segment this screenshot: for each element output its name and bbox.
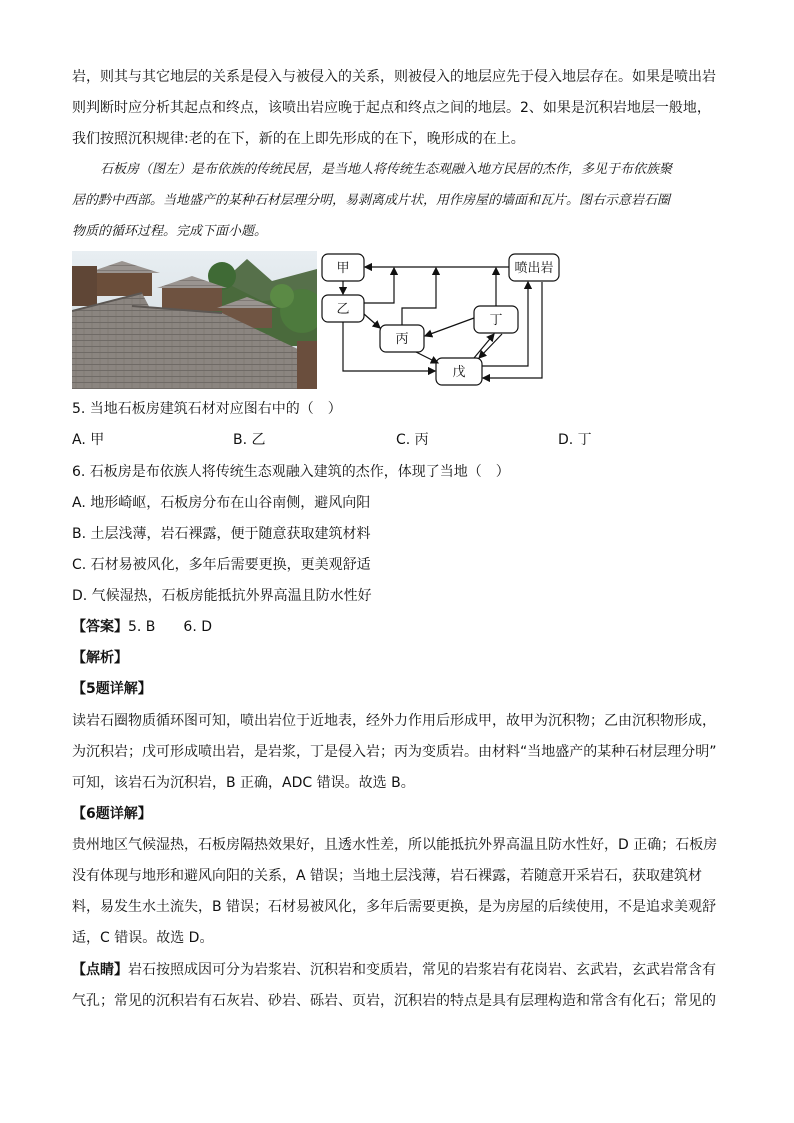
- detail5-line-2: 为沉积岩；戊可形成喷出岩，是岩浆，丁是侵入岩；丙为变质岩。由材料“当地盛产的某种石材层理分明”: [72, 744, 717, 760]
- q6-stem: 6. 石板房是布依族人将传统生态观融入建筑的杰作，体现了当地（ ）: [72, 464, 510, 480]
- node-wu-label: 戊: [452, 365, 466, 380]
- node-yi-label: 乙: [336, 302, 350, 317]
- arrow-yi-wu: [343, 322, 435, 371]
- q6-option-d: D. 气候湿热，石板房能抵抗外界高温且防水性好: [72, 588, 372, 604]
- detail5-line-3: 可知，该岩石为沉积岩，B 正确，ADC 错误。故选 B。: [72, 775, 415, 791]
- node-ding-label: 丁: [489, 313, 503, 328]
- node-bing-label: 丙: [395, 332, 409, 347]
- q5-option-d: D. 丁: [558, 432, 592, 448]
- material-line-1: 石板房（图左）是布依族的传统民居，是当地人将传统生态观融入地方民居的杰作，多见于布依族聚: [100, 162, 673, 177]
- detail6-line-3: 料，易发生水土流失，B 错误；石材易被风化，多年后需要更换，是为房屋的后续使用，不是追求美观舒: [72, 899, 717, 915]
- q6-option-b: B. 土层浅薄，岩石裸露，便于随意获取建筑材料: [72, 526, 371, 542]
- stone-house-photo: [72, 251, 317, 389]
- dianjing-tag: 【点睛】: [72, 962, 128, 978]
- detail6-line-1: 贵州地区气候湿热，石板房隔热效果好，且透水性差，所以能抵抗外界高温且防水性好，D 正确；石板房: [72, 837, 718, 853]
- intro-line-3: 我们按照沉积规律:老的在下，新的在上即先形成的在下，晚形成的在上。: [72, 131, 525, 147]
- q6-option-a: A. 地形崎岖，石板房分布在山谷南侧，避风向阳: [72, 495, 371, 511]
- intro-line-2: 则判断时应分析其起点和终点，该喷出岩应晚于起点和终点之间的地层。2、如果是沉积岩地层一般地，: [72, 100, 711, 116]
- detail6-line-2: 没有体现与地形和避风向阳的关系，A 错误；当地土层浅薄，岩石裸露，若随意开采岩石，获取建筑材: [72, 868, 703, 884]
- intro-line-1: 岩，则其与其它地层的关系是侵入与被侵入的关系，则被侵入的地层应先于侵入地层存在。如果是喷出岩: [72, 69, 716, 85]
- answer-tag: 【答案】: [72, 619, 128, 635]
- q6-option-c: C. 石材易被风化，多年后需要更换，更美观舒适: [72, 557, 371, 573]
- answer-row: [72, 617, 212, 637]
- dianjing-line-1: 岩石按照成因可分为岩浆岩、沉积岩和变质岩，常见的岩浆岩有花岗岩、玄武岩，玄武岩常含有: [128, 962, 716, 978]
- arrow-yi-bing: [364, 314, 380, 328]
- detail5-tag: 【5题详解】: [72, 681, 152, 697]
- q5-option-b: B. 乙: [233, 432, 266, 448]
- answer-text: 5. B 6. D: [128, 619, 212, 635]
- arrow-bing-wu: [416, 352, 438, 363]
- arrow-yi-up: [364, 268, 394, 303]
- analysis-tag: 【解析】: [72, 650, 128, 666]
- q5-option-a: A. 甲: [72, 432, 105, 448]
- arrow-bing-up: [402, 268, 436, 325]
- dianjing-line-2: 气孔；常见的沉积岩有石灰岩、砂岩、砾岩、页岩，沉积岩的特点是具有层理构造和常含有化石；常见的: [72, 993, 716, 1009]
- material-line-3: 物质的循环过程。完成下面小题。: [72, 224, 268, 239]
- material-line-2: 居的黔中西部。当地盛产的某种石材层理分明，易剥离成片状，用作房屋的墙面和瓦片。图右示意岩石圈: [72, 193, 671, 208]
- detail6-line-4: 适，C 错误。故选 D。: [72, 930, 214, 946]
- detail5-line-1: 读岩石圈物质循环图可知，喷出岩位于近地表，经外力作用后形成甲，故甲为沉积物；乙由沉积物形成，: [72, 713, 716, 729]
- detail6-tag: 【6题详解】: [72, 806, 152, 822]
- node-penchu-label: 喷出岩: [514, 261, 554, 276]
- arrow-penchu-wu: [483, 282, 542, 378]
- q5-stem: 5. 当地石板房建筑石材对应图右中的（ ）: [72, 401, 342, 417]
- rock-cycle-diagram: [316, 248, 562, 388]
- q5-option-c: C. 丙: [396, 432, 429, 448]
- node-jia-label: 甲: [336, 261, 350, 276]
- dianjing-row: [72, 960, 716, 980]
- arrow-ding-bing: [425, 318, 474, 336]
